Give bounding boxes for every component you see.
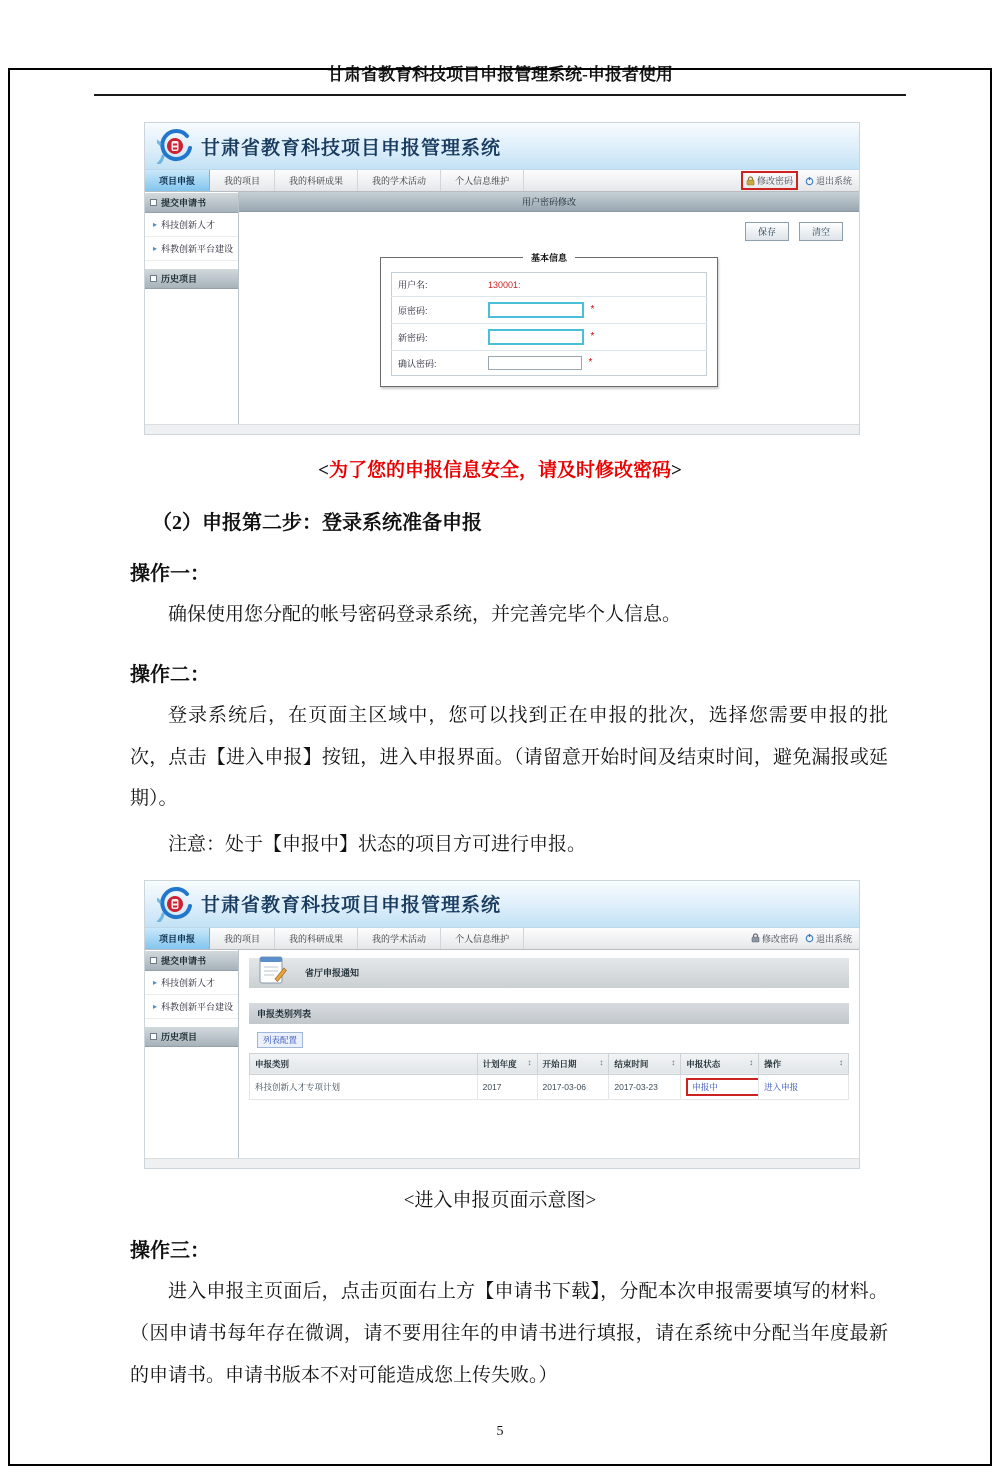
enter-apply-link[interactable]: 进入申报 [764, 1081, 799, 1092]
new-password-label: 新密码: [392, 324, 483, 351]
sidebar-item-tech-innovation-talent[interactable]: ▸ 科技创新人才 [145, 213, 238, 237]
sort-icon[interactable]: ↕ [599, 1057, 604, 1067]
lock-icon [746, 176, 755, 186]
cell-plan-year: 2017 [477, 1074, 537, 1099]
app-logo-bar [145, 881, 859, 928]
sort-icon[interactable]: ↕ [749, 1057, 754, 1067]
item-arrow-icon: ▸ [153, 977, 158, 987]
col-end-date[interactable]: 结束时间 ↕ [609, 1053, 681, 1074]
screenshot2-caption: <进入申报页面示意图> [403, 1189, 597, 1211]
power-icon [805, 933, 814, 943]
sort-icon[interactable]: ↕ [527, 1057, 532, 1067]
app-logo-icon [157, 128, 193, 164]
tab-personal-info[interactable]: 个人信息维护 [441, 928, 524, 949]
confirm-password-row [392, 351, 707, 376]
header-rule [94, 94, 906, 96]
status-badge: 申报中 [686, 1078, 758, 1096]
logout-button[interactable]: 退出系统 [805, 932, 852, 945]
cell-category: 科技创新人才专项计划 [250, 1074, 478, 1099]
page-number: 5 [496, 1424, 504, 1440]
sidebar [145, 950, 239, 1158]
app-logo-icon [157, 886, 193, 922]
tab-project-apply[interactable]: 项目申报 [145, 928, 210, 949]
op3-paragraph: 进入申报主页面后，点击页面右上方【申请书下载】，分配本次申报需要填写的材料。（因申请书每年存在微调，请不要用往年的申请书进行填报，请在系统中分配当年度最新的申请书。申请书版本不对可能造成您上传失败。） [130, 1280, 888, 1386]
save-button[interactable]: 保存 [745, 222, 789, 241]
sidebar-section-submit: 提交申请书 [145, 192, 238, 213]
application-table [249, 1053, 849, 1100]
old-password-input[interactable] [488, 302, 584, 318]
sidebar-section-submit: 提交申请书 [145, 950, 238, 971]
screenshot-password-change [144, 122, 860, 435]
col-category[interactable]: 申报类别 [250, 1053, 478, 1074]
op1-paragraph: 确保使用您分配的帐号密码登录系统，并完善完毕个人信息。 [168, 604, 682, 625]
tab-my-research-results[interactable]: 我的科研成果 [275, 928, 358, 949]
app-title: 甘肃省教育科技项目申报管理系统 [201, 137, 502, 159]
tab-personal-info[interactable]: 个人信息维护 [441, 170, 524, 191]
section-marker-icon [150, 957, 157, 964]
op1-heading: 操作一： [130, 563, 210, 585]
change-password-button[interactable]: 修改密码 [741, 171, 798, 190]
app-title: 甘肃省教育科技项目申报管理系统 [201, 895, 502, 917]
list-title-bar: 申报类别列表 [249, 1003, 849, 1024]
tab-my-academic-activities[interactable]: 我的学术活动 [358, 928, 441, 949]
panel-title: 用户密码修改 [239, 192, 859, 212]
table-header-row [250, 1053, 849, 1074]
new-password-row [392, 324, 707, 351]
sort-icon[interactable]: ↕ [839, 1057, 843, 1067]
username-row [392, 273, 707, 297]
op2-note: 注意：处于【申报中】状态的项目方可进行申报。 [168, 834, 587, 856]
power-icon [805, 176, 814, 186]
logout-button[interactable]: 退出系统 [805, 174, 852, 187]
form-actions [239, 222, 843, 241]
section-marker-icon [150, 275, 157, 282]
sort-icon[interactable]: ↕ [671, 1057, 676, 1067]
new-password-input[interactable] [488, 329, 584, 345]
cell-status [681, 1074, 759, 1099]
username-label: 用户名: [392, 273, 483, 297]
item-arrow-icon: ▸ [153, 220, 158, 229]
tab-my-research-results[interactable]: 我的科研成果 [275, 170, 358, 191]
main-menu [145, 170, 859, 192]
sidebar-item-tech-innovation-talent[interactable]: ▸ 科技创新人才 [145, 971, 238, 995]
section-marker-icon [150, 1033, 157, 1040]
change-password-button[interactable]: 修改密码 [751, 932, 798, 945]
application-list-panel [239, 950, 859, 1158]
sidebar-section-history[interactable]: 历史项目 [145, 268, 238, 289]
confirm-password-label: 确认密码: [398, 358, 437, 369]
cell-start-date: 2017-03-06 [537, 1074, 609, 1099]
username-value: 130001: [488, 279, 521, 290]
required-mark: * [588, 357, 593, 369]
op3-heading: 操作三： [130, 1239, 210, 1262]
sidebar-section-history[interactable]: 历史项目 [145, 1026, 238, 1047]
tab-my-academic-activities[interactable]: 我的学术活动 [358, 170, 441, 191]
confirm-password-input[interactable] [488, 356, 582, 370]
col-action[interactable]: 操作 ↕ [759, 1053, 849, 1074]
lock-icon [751, 933, 760, 943]
table-row [250, 1074, 849, 1099]
sidebar-item-platform-construction[interactable]: ▸ 科教创新平台建设 [145, 237, 238, 261]
screenshot-footer [145, 424, 859, 434]
col-status[interactable]: 申报状态 ↕ [681, 1053, 759, 1074]
tab-project-apply[interactable]: 项目申报 [145, 170, 210, 191]
basic-info-fieldset [380, 253, 718, 387]
notepad-icon [257, 953, 287, 985]
old-password-row [392, 297, 707, 324]
password-change-panel [239, 192, 859, 424]
section-marker-icon [150, 199, 157, 206]
notice-title[interactable]: 省厅申报通知 [305, 968, 360, 979]
cell-end-date: 2017-03-23 [609, 1074, 681, 1099]
app-logo-bar [145, 123, 859, 170]
tab-my-projects[interactable]: 我的项目 [210, 170, 275, 191]
required-mark: * [590, 331, 595, 343]
cell-action [759, 1074, 849, 1099]
fieldset-legend: 基本信息 [523, 251, 575, 264]
sidebar-item-platform-construction[interactable]: ▸ 科教创新平台建设 [145, 995, 238, 1019]
main-menu [145, 928, 859, 950]
user-utils [751, 928, 859, 949]
col-plan-year[interactable]: 计划年度 ↕ [477, 1053, 537, 1074]
op2-heading: 操作二： [130, 663, 210, 686]
clear-button[interactable]: 清空 [799, 222, 843, 241]
required-mark: * [590, 304, 595, 316]
op2-paragraph: 登录系统后，在页面主区域中，您可以找到正在申报的批次，选择您需要申报的批次，点击【进入申报】按钮，进入申报界面。（请留意开始时间及结束时间，避免漏报或延期）。 [130, 704, 888, 810]
list-config-link[interactable]: 列表配置 [257, 1032, 303, 1048]
user-utils [741, 170, 859, 191]
item-arrow-icon: ▸ [153, 244, 158, 253]
col-start-date[interactable]: 开始日期 ↕ [537, 1053, 609, 1074]
sidebar [145, 192, 239, 424]
item-arrow-icon: ▸ [153, 1001, 158, 1011]
screenshot-application-list [144, 880, 860, 1169]
tab-my-projects[interactable]: 我的项目 [210, 928, 275, 949]
notice-bar [249, 958, 849, 988]
old-password-label: 原密码: [392, 297, 483, 324]
screenshot-footer [145, 1158, 859, 1168]
password-form [391, 272, 707, 376]
doc-header-title: 甘肃省教育科技项目申报管理系统-申报者使用 [327, 65, 673, 84]
security-note: <为了您的申报信息安全，请及时修改密码> [318, 460, 682, 481]
section-heading: （2）申报第二步：登录系统准备申报 [152, 512, 482, 534]
